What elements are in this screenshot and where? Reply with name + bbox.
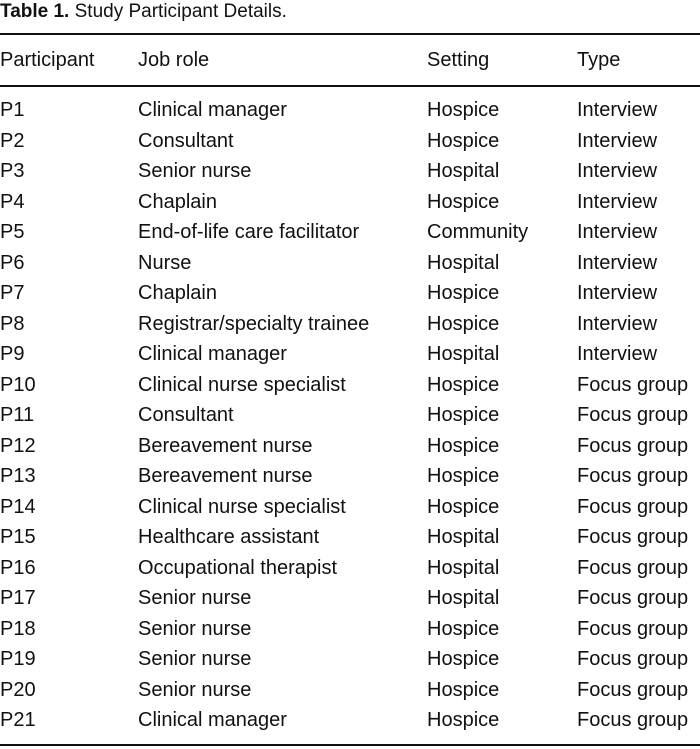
cell-setting: Hospital	[427, 160, 500, 182]
table-row	[0, 705, 700, 735]
table-row	[0, 461, 700, 491]
cell-setting: Hospice	[427, 129, 500, 152]
cell-participant: P5	[0, 221, 25, 243]
cell-type: Focus group	[577, 404, 689, 426]
cell-job-role: End-of-life care facilitator	[138, 221, 360, 243]
cell-setting: Hospice	[427, 434, 500, 457]
cell-participant: P13	[0, 465, 36, 487]
cell-setting: Hospice	[427, 282, 500, 304]
table-row	[0, 583, 700, 613]
cell-setting: Hospice	[427, 709, 500, 731]
cell-setting: Hospice	[427, 465, 500, 487]
cell-setting: Hospice	[427, 678, 500, 701]
cell-participant: P3	[0, 160, 25, 182]
cell-type: Focus group	[577, 526, 689, 548]
cell-setting: Hospice	[427, 312, 500, 335]
table-row	[0, 644, 700, 674]
table-row	[0, 217, 700, 247]
cell-participant: P12	[0, 434, 36, 457]
cell-job-role: Bereavement nurse	[138, 465, 313, 487]
cell-participant: P17	[0, 587, 36, 609]
table-row	[0, 126, 700, 156]
bottom-rule	[0, 744, 700, 746]
cell-job-role: Nurse	[138, 251, 192, 274]
cell-type: Focus group	[577, 587, 689, 609]
table-row	[0, 431, 700, 461]
cell-type: Interview	[577, 190, 658, 213]
cell-job-role: Chaplain	[138, 190, 217, 213]
table-row	[0, 339, 700, 369]
cell-job-role: Clinical nurse specialist	[138, 373, 346, 396]
cell-type: Interview	[577, 282, 658, 304]
table-title: Study Participant Details.	[74, 1, 287, 22]
table-row	[0, 614, 700, 644]
cell-participant: P8	[0, 312, 25, 335]
cell-type: Focus group	[577, 495, 689, 518]
cell-setting: Community	[427, 221, 529, 243]
cell-setting: Hospice	[427, 99, 500, 121]
cell-type: Interview	[577, 129, 658, 152]
cell-participant: P10	[0, 373, 36, 396]
cell-job-role: Registrar/specialty trainee	[138, 312, 370, 335]
cell-job-role: Senior nurse	[138, 617, 252, 640]
cell-setting: Hospice	[427, 373, 500, 396]
cell-setting: Hospital	[427, 343, 500, 365]
cell-participant: P1	[0, 99, 25, 121]
table-row	[0, 522, 700, 552]
cell-job-role: Senior nurse	[138, 587, 252, 609]
table-row	[0, 248, 700, 278]
cell-participant: P11	[0, 404, 35, 426]
cell-participant: P4	[0, 190, 25, 213]
table-row	[0, 553, 700, 583]
column-header-type: Type	[577, 49, 621, 71]
cell-job-role: Consultant	[138, 404, 234, 426]
cell-setting: Hospice	[427, 495, 500, 518]
cell-type: Focus group	[577, 709, 689, 731]
cell-setting: Hospital	[427, 556, 500, 579]
top-rule	[0, 33, 700, 35]
table-label: Table 1.	[0, 1, 70, 22]
cell-participant: P20	[0, 678, 36, 701]
cell-type: Focus group	[577, 434, 689, 457]
cell-type: Interview	[577, 343, 658, 365]
cell-setting: Hospital	[427, 251, 500, 274]
table-row	[0, 309, 700, 339]
cell-participant: P15	[0, 526, 36, 548]
cell-type: Interview	[577, 221, 658, 243]
column-header-participant: Participant	[0, 49, 95, 71]
cell-type: Focus group	[577, 556, 689, 579]
cell-participant: P6	[0, 251, 25, 274]
cell-job-role: Senior nurse	[138, 648, 252, 670]
cell-participant: P14	[0, 495, 36, 518]
cell-type: Interview	[577, 160, 658, 182]
cell-job-role: Clinical manager	[138, 343, 287, 365]
cell-participant: P7	[0, 282, 25, 304]
cell-participant: P21	[0, 709, 36, 731]
cell-job-role: Senior nurse	[138, 160, 252, 182]
cell-type: Focus group	[577, 678, 689, 701]
cell-type: Focus group	[577, 648, 689, 670]
cell-job-role: Occupational therapist	[138, 556, 338, 579]
cell-participant: P2	[0, 129, 25, 152]
cell-type: Interview	[577, 99, 658, 121]
cell-setting: Hospice	[427, 404, 500, 426]
cell-type: Focus group	[577, 465, 689, 487]
table-row	[0, 400, 700, 430]
table-row	[0, 187, 700, 217]
cell-job-role: Healthcare assistant	[138, 526, 320, 548]
table-row	[0, 95, 700, 125]
header-row	[0, 45, 700, 75]
cell-setting: Hospital	[427, 526, 500, 548]
cell-job-role: Senior nurse	[138, 678, 252, 701]
header-rule	[0, 85, 700, 87]
cell-type: Focus group	[577, 373, 689, 396]
cell-job-role: Clinical nurse specialist	[138, 495, 346, 518]
cell-setting: Hospice	[427, 190, 500, 213]
cell-job-role: Clinical manager	[138, 99, 287, 121]
cell-type: Interview	[577, 251, 658, 274]
cell-participant: P9	[0, 343, 25, 365]
cell-setting: Hospital	[427, 587, 500, 609]
table-caption	[0, 0, 287, 24]
table-row	[0, 370, 700, 400]
cell-setting: Hospice	[427, 648, 500, 670]
table-row	[0, 492, 700, 522]
cell-job-role: Consultant	[138, 129, 234, 152]
cell-participant: P16	[0, 556, 36, 579]
table-row	[0, 156, 700, 186]
table-row	[0, 675, 700, 705]
cell-job-role: Chaplain	[138, 282, 217, 304]
column-header-setting: Setting	[427, 49, 490, 71]
table-row	[0, 278, 700, 308]
cell-job-role: Clinical manager	[138, 709, 287, 731]
cell-type: Interview	[577, 312, 658, 335]
column-header-job-role: Job role	[138, 49, 210, 71]
cell-participant: P18	[0, 617, 36, 640]
cell-participant: P19	[0, 648, 36, 670]
cell-job-role: Bereavement nurse	[138, 434, 313, 457]
cell-setting: Hospice	[427, 617, 500, 640]
cell-type: Focus group	[577, 617, 689, 640]
